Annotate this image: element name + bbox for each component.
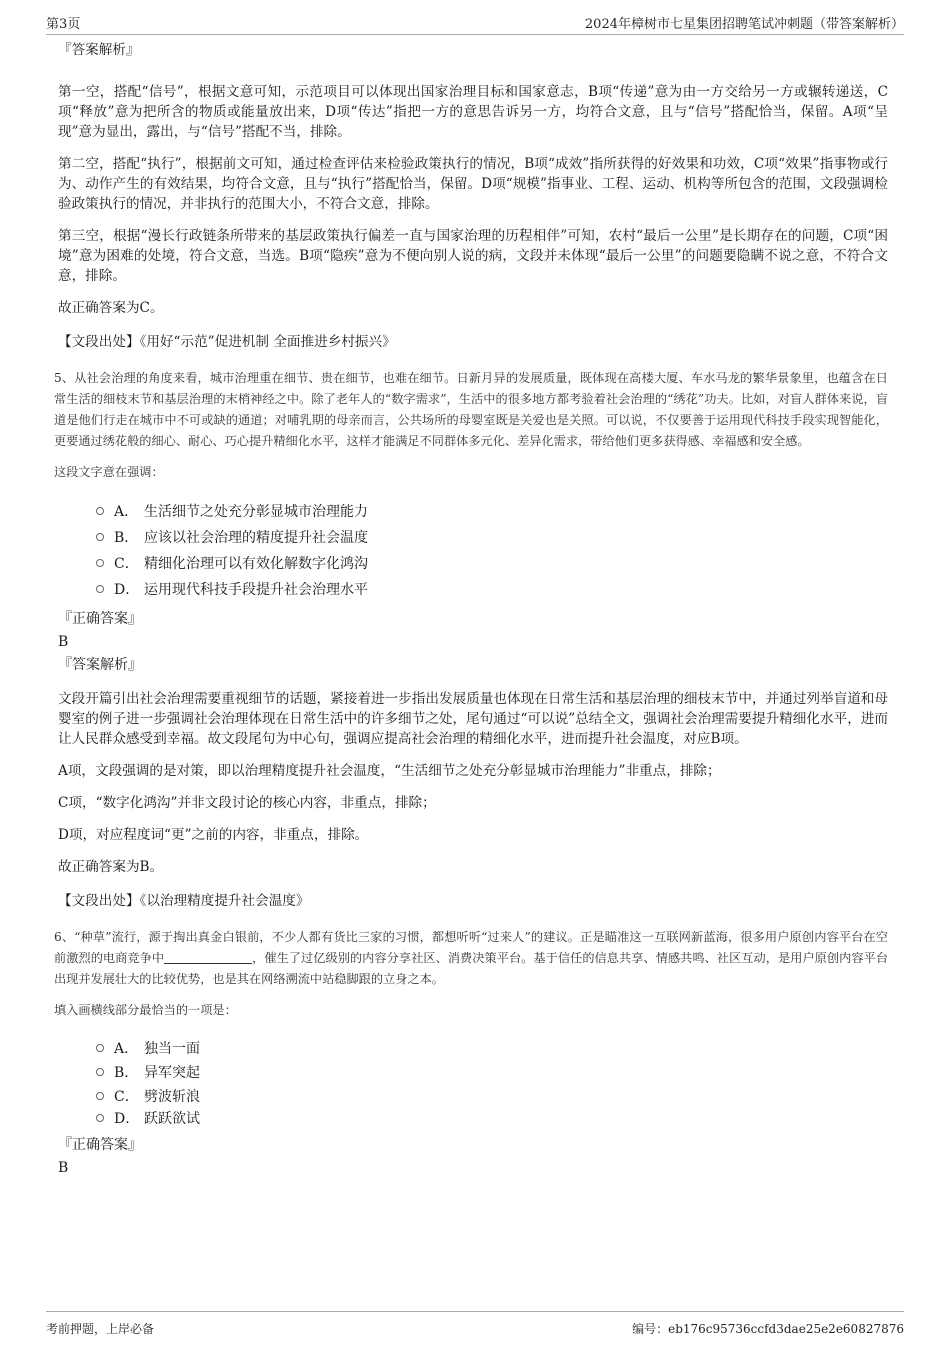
option-letter: B． bbox=[114, 530, 139, 546]
analysis-paragraph: 文段开篇引出社会治理需要重视细节的话题，紧接着进一步指出发展质量也体现在日常生活和基层治理的细枝末节中，并通过列举盲道和母婴室的例子进一步强调社会治理体现在日常生活中的许多细节之处，尾句通过“可以说”总结全文，强调社会治理需要提升精细化水平，进而让人民群众感受到幸福。故文段尾句为中心句，强调应提高社会治理的精细化水平，进而提升社会温度，对应B项。 bbox=[58, 691, 888, 747]
option-a[interactable] bbox=[96, 1036, 888, 1060]
option-b[interactable] bbox=[96, 524, 888, 550]
radio-button[interactable] bbox=[96, 533, 104, 541]
question-6-prompt: 填入画横线部分最恰当的一项是： bbox=[54, 1003, 237, 1017]
source-citation: 【文段出处】《用好“示范”促进机制 全面推进乡村振兴》 bbox=[58, 334, 396, 350]
analysis-paragraph: 第三空，根据“漫长行政链条所带来的基层政策执行偏差一直与国家治理的历程相伴”可知，农村“最后一公里”是长期存在的问题，C项“困境”意为困难的处境，符合文意，当选。B项“隐疾”意为不便向别人说的病，文段并未体现“最后一公里”的问题要隐瞒不说之意，不符合文意，排除。 bbox=[58, 228, 888, 284]
footer-slogan: 考前押题，上岸必备 bbox=[46, 1322, 155, 1336]
radio-button[interactable] bbox=[96, 1068, 104, 1076]
analysis-label: 『答案解析』 bbox=[58, 657, 142, 673]
radio-button[interactable] bbox=[96, 1114, 104, 1122]
radio-button[interactable] bbox=[96, 559, 104, 567]
option-letter: D． bbox=[114, 1111, 140, 1127]
correct-answer-statement: 故正确答案为C。 bbox=[58, 300, 164, 316]
page-header bbox=[46, 12, 904, 35]
option-text: 异军突起 bbox=[144, 1065, 200, 1081]
correct-answer-label: 『正确答案』 bbox=[58, 611, 142, 627]
option-letter: D． bbox=[114, 582, 140, 598]
question-6-text-before: 6、“种草”流行，源于掏出真金白银前，不少人都有货比三家的习惯，都想听听“过来人”的建议。正是瞄准这一互联网新蓝海，很多用户原创内容平台在空前激烈的电商竞争中 bbox=[54, 930, 888, 965]
correct-answer-label: 『正确答案』 bbox=[58, 1137, 142, 1153]
option-c[interactable] bbox=[96, 550, 888, 576]
correct-answer: B bbox=[58, 1160, 69, 1176]
option-text: 应该以社会治理的精度提升社会温度 bbox=[144, 530, 368, 546]
option-b[interactable] bbox=[96, 1060, 888, 1084]
option-text: 独当一面 bbox=[144, 1041, 200, 1057]
option-d[interactable] bbox=[96, 1108, 888, 1128]
question-6-options bbox=[58, 1036, 888, 1128]
question-5-prompt: 这段文字意在强调： bbox=[54, 465, 164, 479]
analysis-paragraph: C项，“数字化鸿沟”并非文段讨论的核心内容，非重点，排除； bbox=[58, 795, 436, 811]
option-text: 生活细节之处充分彰显城市治理能力 bbox=[144, 504, 368, 520]
option-text: 运用现代科技手段提升社会治理水平 bbox=[144, 582, 368, 598]
option-letter: C． bbox=[114, 1089, 139, 1105]
radio-button[interactable] bbox=[96, 1044, 104, 1052]
correct-answer-statement: 故正确答案为B。 bbox=[58, 859, 164, 875]
analysis-paragraph: D项，对应程度词“更”之前的内容，非重点，排除。 bbox=[58, 827, 369, 843]
correct-answer: B bbox=[58, 634, 69, 650]
analysis-paragraph: A项，文段强调的是对策，即以治理精度提升社会温度，“生活细节之处充分彰显城市治理能力”非重点，排除； bbox=[58, 763, 721, 779]
radio-button[interactable] bbox=[96, 507, 104, 515]
question-6-text-after: ，催生了过亿级别的内容分享社区、消费决策平台。基于信任的信息共享、情感共鸣、社区互动，是用户原创内容平台出现并发展壮大的比较优势，也是其在网络溯流中站稳脚跟的立身之本。 bbox=[54, 951, 889, 986]
fill-in-blank bbox=[164, 949, 252, 964]
question-6-text bbox=[54, 927, 888, 990]
question-5-options bbox=[58, 498, 888, 602]
source-citation: 【文段出处】《以治理精度提升社会温度》 bbox=[58, 893, 310, 909]
option-c[interactable] bbox=[96, 1084, 888, 1108]
option-letter: A． bbox=[114, 504, 139, 520]
document-id: 编号：eb176c95736ccfd3dae25e2e60827876 bbox=[632, 1322, 904, 1336]
option-d[interactable] bbox=[96, 576, 888, 602]
option-letter: C． bbox=[114, 556, 139, 572]
question-5-text: 5、从社会治理的角度来看，城市治理重在细节、贵在细节，也难在细节。日新月异的发展质量，既体现在高楼大厦、车水马龙的繁华景象里，也蕴含在日常生活的细枝末节和基层治理的末梢神经之中。除了老年人的“数字需求”，生活中的很多地方都考验着社会治理的“绣花”功夫。比如，对盲人群体来说，盲道是他们行走在城市中不可或缺的通道；对哺乳期的母亲而言，公共场所的母婴室既是关爱也是关照。可以说，不仅要善于运用现代科技手段实现智能化，更要通过绣花般的细心、耐心、巧心提升精细化水平，这样才能满足不同群体多元化、差异化需求，带给他们更多获得感、幸福感和安全感。 bbox=[54, 371, 888, 448]
analysis-label: 『答案解析』 bbox=[58, 42, 140, 58]
page-number: 第3页 bbox=[46, 17, 81, 32]
document-title: 2024年樟树市七星集团招聘笔试冲刺题（带答案解析） bbox=[584, 17, 904, 32]
option-text: 跃跃欲试 bbox=[144, 1111, 200, 1127]
page-content bbox=[54, 40, 889, 1182]
option-letter: B． bbox=[114, 1065, 139, 1081]
option-letter: A． bbox=[114, 1041, 139, 1057]
option-text: 劈波斩浪 bbox=[144, 1089, 200, 1105]
page-footer bbox=[46, 1311, 904, 1337]
analysis-paragraph: 第一空，搭配“信号”，根据文意可知，示范项目可以体现出国家治理目标和国家意志，B项“传递”意为由一方交给另一方或辗转递送，C项“释放”意为把所含的物质或能量放出来，D项“传达”指把一方的意思告诉另一方，均符合文意，且与“信号”搭配恰当，保留。A项“呈现”意为显出，露出，与“信号”搭配不当，排除。 bbox=[58, 84, 888, 140]
option-a[interactable] bbox=[96, 498, 888, 524]
analysis-paragraph: 第二空，搭配“执行”，根据前文可知，通过检查评估来检验政策执行的情况，B项“成效”指所获得的好效果和功效，C项“效果”指事物或行为、动作产生的有效结果，均符合文意，且与“执行”搭配恰当，保留。D项“规模”指事业、工程、运动、机构等所包含的范围，文段强调检验政策执行的情况，并非执行的范围大小，不符合文意，排除。 bbox=[58, 156, 888, 212]
radio-button[interactable] bbox=[96, 585, 104, 593]
option-text: 精细化治理可以有效化解数字化鸿沟 bbox=[144, 556, 368, 572]
radio-button[interactable] bbox=[96, 1092, 104, 1100]
